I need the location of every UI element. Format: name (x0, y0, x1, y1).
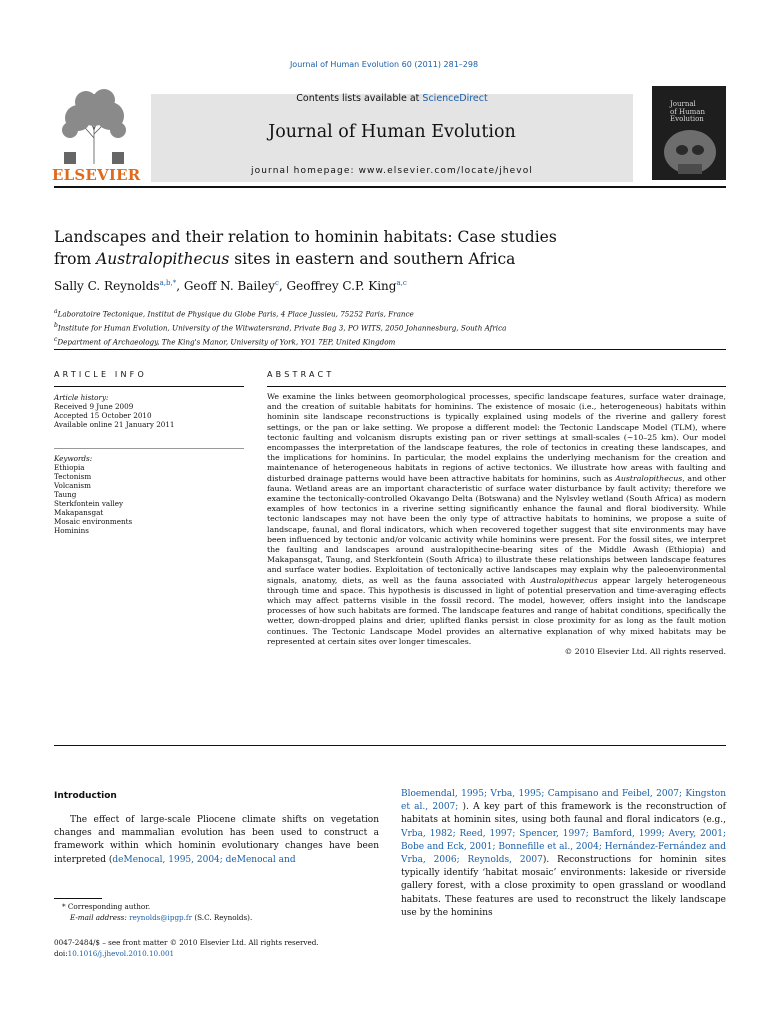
keyword: Volcanism (54, 481, 91, 490)
doi-link[interactable]: 10.1016/j.jhevol.2010.10.001 (67, 949, 175, 958)
intro-column-2: Bloemendal, 1995; Vrba, 1995; Campisano and Feibel, 2007; Kingston et al., 2007; ). A key part of this framework is the reconstruction of habitats at hominin sites, using both faunal and floral indicators (e.g., Vrba, 1982; Reed, 1997; Spencer, 1997; Bamford, 1999; Avery, 2001; Bobe and Eck, 2001; Bonnefille et al., 2004; Hernández-Fernández and Vrba, 2006; Reynolds, 2007). Reconstructions for hominin sites typically identify ‘habitat mosaic’ environments: lakeside or riverside gallery forest, with a close proximity to open grassland or woodland habitats. These features are used to reconstruct the likely landscape use by the hominins (401, 789, 726, 918)
author-affil-marks: a,c (396, 279, 407, 287)
header-rule (54, 186, 726, 188)
citation-link[interactable]: Vrba, 1982; Reed, 1997; Spencer, 1997; Bamford, 1999; Avery, 2001; Bobe and Eck, 2001; Bonnefille et al., 2004; Hernández-Fernández and Vrba, 2006; Reynolds, 2007 (401, 828, 726, 866)
contents-prefix: Contents lists available at (296, 93, 423, 104)
article-info-heading: ARTICLE INFO (54, 370, 147, 379)
keyword: Makapansgat (54, 508, 104, 517)
abstract-heading: ABSTRACT (267, 370, 335, 379)
author-affil-marks: a,b, (159, 279, 173, 287)
history-label: Article history: (54, 393, 109, 402)
journal-cover-image (652, 86, 726, 180)
author-name: Geoff N. Bailey (183, 279, 275, 293)
affiliation: $^a$Laboratoire Tectonique, Institut de Physique du Globe Paris, 4 Place Jussieu, 75252 Paris, France (54, 308, 414, 319)
keywords-block (54, 454, 244, 535)
citation-link[interactable]: Bloemendal, 1995; Vrba, 1995; Campisano and Feibel, 2007; Kingston et al., 2007; (401, 789, 726, 813)
keyword: Ethiopia (54, 463, 85, 472)
publisher-name: ELSEVIER (52, 166, 141, 184)
corresponding-footnote: * Corresponding author. E-mail address: reynolds@ipgp.fr (S.C. Reynolds). (62, 902, 253, 922)
abstract-rule (267, 386, 726, 387)
history-rule (54, 448, 244, 449)
abstract-text: We examine the links between geomorphological processes, specific landscape features, surface water drainage, and the creation of suitable habitats for hominins. The existence of mosaic (i.e., heterogeneous) habitats within hominin site landscape reconstructions is typically explained using models of the riverine and gallery forest settings, or the pan or lake setting. We propose a different model: the Tectonic Landscape Model (TLM), where tectonic faulting and volcanism disrupts existing pan or river settings at small-scales (~10–25 km). Our model encompasses the interpretation of the landscape features, the role of tectonics in creating these landscapes, and the implications for hominins. In particular, the model explains the underlying mechanism for the creation and maintenance of heterogeneous habitats in regions of active tectonics. We illustrate how areas with faulting and disturbed drainage patterns would have been attractive habitats for hominins, such as Australopithecus, and other fauna. Wetland areas are an important characteristic of surface water disturbance by fault activity; therefore we examine the tectonically-controlled Okavango Delta (Botswana) and the Nylsvley wetland (South Africa) as modern examples of how tectonics in a riverine setting significantly enhance the faunal and floral biodiversity. While tectonic landscapes may not have been the only type of attractive habitats to hominins, we propose a suite of landscape, faunal, and floral indicators, which when recovered together suggest that site environments may have been influenced by tectonic and/or volcanic activity while hominins were present. For the fossil sites, we interpret the faulting and landscapes around australopithecine-bearing sites of the Middle Awash (Ethiopia) and Makapansgat, Taung, and Sterkfontein (South Africa) to illustrate these relationships between landscape features and surface water bodies. Exploitation of tectonically active landscapes may explain why the paleoenvironmental signals, anatomy, diets, as well as the fauna associated with Australopithecus appear largely heterogeneous through time and space. This hypothesis is discussed in light of potential preservation and time-averaging effects which may affect patterns visible in the fossil record. The model, however, offers insight into the landscape processes of how such habitats are formed. The landscape features and range of habitat conditions, specifically the wetter, down-dropped plains and drier, uplifted flanks persist in close proximity for as long as the fault motion continues. The Tectonic Landscape Model provides an alternative explanation of why mixed habitats may be represented at certain sites over longer timescales. © 2010 Elsevier Ltd. All rights reserved. (267, 392, 726, 657)
contents-availability (151, 93, 633, 104)
author-name: Geoffrey C.P. King (286, 279, 397, 293)
intro-column-1: The effect of large-scale Pliocene climate shifts on vegetation changes and mammalian evolution has been used to construct a framework within which hominin evolutionary changes have been interpreted (deMenocal, 1995, 2004; deMenocal and (54, 815, 379, 865)
corresponding-label: Corresponding author. (67, 902, 151, 911)
affiliations (54, 306, 726, 348)
affiliations-rule (54, 349, 726, 350)
citation-link[interactable]: deMenocal, 1995, 2004; deMenocal and (112, 854, 296, 865)
keyword: Sterkfontein valley (54, 499, 124, 508)
author-name: Sally C. Reynolds (54, 279, 160, 293)
introduction-heading: Introduction (54, 791, 117, 801)
abstract-copyright: © 2010 Elsevier Ltd. All rights reserved. (564, 647, 726, 657)
email-link[interactable]: reynolds@ipgp.fr (129, 912, 193, 922)
article-history (54, 393, 244, 429)
history-entry: Available online 21 January 2011 (54, 420, 175, 429)
issn-line: 0047-2484/$ – see front matter © 2010 Elsevier Ltd. All rights reserved. (54, 938, 319, 947)
journal-title: Journal of Human Evolution (268, 122, 516, 142)
journal-homepage[interactable]: journal homepage: www.elsevier.com/locate/jhevol (251, 166, 533, 176)
keyword: Mosaic environments (54, 517, 133, 526)
affiliation: $^b$Institute for Human Evolution, University of the Witwatersrand, Private Bag 3, PO WITS, 2050 Johannesburg, South Africa (54, 321, 507, 333)
issn-doi: 0047-2484/$ – see front matter © 2010 Elsevier Ltd. All rights reserved. doi:10.1016/j.jhevol.2010.10.001 (54, 937, 414, 959)
history-entry: Received 9 June 2009 (54, 402, 134, 411)
author-affil-marks: c (274, 279, 279, 287)
journal-citation[interactable]: Journal of Human Evolution 60 (2011) 281–298 (289, 60, 479, 69)
keyword: Hominins (54, 526, 89, 535)
keyword: Taung (54, 490, 77, 499)
corresponding-star[interactable]: * (172, 279, 177, 287)
sciencedirect-link[interactable]: ScienceDirect (422, 93, 488, 104)
author-list: Sally C. Reynolds$^{a,b,*}$, Geoff N. Bailey$^c$, Geoffrey C.P. King$^{a,c}$ (54, 279, 407, 293)
footnote-rule (54, 898, 102, 899)
title-genus: Australopithecus (96, 250, 230, 268)
keywords-label: Keywords: (54, 454, 93, 463)
front-matter-rule (54, 745, 726, 746)
title-line-1: Landscapes and their relation to hominin habitats: Case studies (54, 228, 557, 246)
article-title (54, 226, 726, 270)
affiliation: $^c$Department of Archaeology, The King's Manor, University of York, YO1 7EP, United Kingdom (54, 335, 396, 347)
history-entry: Accepted 15 October 2010 (54, 411, 152, 420)
cover-title: Journal of Human Evolution (670, 100, 705, 123)
keyword: Tectonism (54, 472, 92, 481)
article-info-rule (54, 386, 244, 387)
title-line-2: from Australopithecus sites in eastern and southern Africa (54, 250, 516, 268)
